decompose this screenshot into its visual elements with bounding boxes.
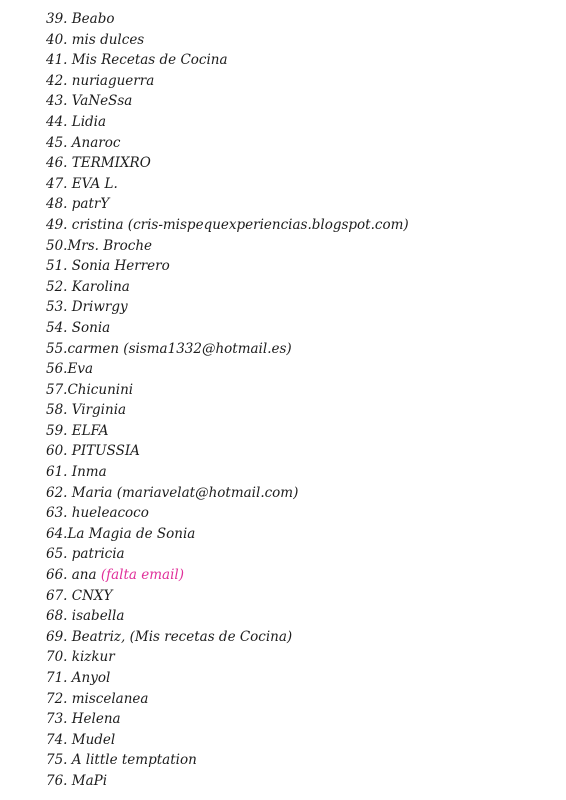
list-item-text: 48. patrY: [46, 196, 110, 213]
list-item-text: 74. Mudel: [46, 731, 116, 748]
list-item-text: 68. isabella: [46, 608, 125, 625]
list-item-text: 61. Inma: [46, 464, 107, 481]
list-item: [46, 709, 409, 730]
list-item: [46, 565, 409, 586]
list-item: [46, 627, 409, 648]
list-item-text: 41. Mis Recetas de Cocina: [46, 52, 228, 69]
list-item-text: 56.Eva: [46, 361, 93, 378]
list-item: [46, 133, 409, 154]
list-item: [46, 91, 409, 112]
list-item-text: 67. CNXY: [46, 587, 113, 604]
list-item-text: 76. MaPi: [46, 772, 108, 789]
list-item: [46, 750, 409, 771]
list-item-text: 40. mis dulces: [46, 31, 145, 48]
list-item-text: 49. cristina (cris-mispequexperiencias.blogspot.com): [46, 216, 409, 233]
list-item: [46, 174, 409, 195]
list-item: [46, 359, 409, 380]
list-item-text: 66. ana: [46, 567, 101, 584]
list-item: [46, 462, 409, 483]
list-item-text: 59. ELFA: [46, 422, 109, 439]
missing-email-note: (falta email): [100, 567, 184, 584]
list-item: [46, 606, 409, 627]
list-item-text: 62. Maria (mariavelat@hotmail.com): [46, 484, 299, 501]
list-item-text: 65. patricia: [46, 546, 125, 563]
list-item: [46, 421, 409, 442]
list-item-text: 44. Lidia: [46, 113, 107, 130]
list-item: [46, 483, 409, 504]
list-item: [46, 668, 409, 689]
list-item: [46, 30, 409, 51]
list-item: [46, 441, 409, 462]
list-item: [46, 194, 409, 215]
participant-list: [46, 9, 409, 792]
list-item-text: 57.Chicunini: [46, 381, 134, 398]
list-item: [46, 647, 409, 668]
list-item: [46, 256, 409, 277]
list-item-text: 51. Sonia Herrero: [46, 258, 170, 275]
list-item: [46, 277, 409, 298]
list-item: [46, 544, 409, 565]
list-item-text: 72. miscelanea: [46, 690, 149, 707]
list-item-text: 53. Driwrgy: [46, 299, 128, 316]
list-item-text: 60. PITUSSIA: [46, 443, 140, 460]
list-item: [46, 112, 409, 133]
list-item: [46, 586, 409, 607]
list-item-text: 47. EVA L.: [46, 175, 118, 192]
list-item: [46, 318, 409, 339]
list-item: [46, 50, 409, 71]
list-item: [46, 380, 409, 401]
list-item: [46, 297, 409, 318]
list-item-text: 50.Mrs. Broche: [46, 237, 153, 254]
list-item-text: 54. Sonia: [46, 319, 111, 336]
list-item: [46, 524, 409, 545]
list-item: [46, 9, 409, 30]
list-item: [46, 71, 409, 92]
list-item: [46, 339, 409, 360]
list-item-text: 73. Helena: [46, 711, 121, 728]
list-item: [46, 730, 409, 751]
list-item-text: 42. nuriaguerra: [46, 72, 155, 89]
list-item: [46, 236, 409, 257]
list-item-text: 58. Virginia: [46, 402, 127, 419]
list-item-text: 46. TERMIXRO: [46, 155, 151, 172]
list-item-text: 75. A little temptation: [46, 752, 197, 769]
list-item-text: 55.carmen (sisma1332@hotmail.es): [46, 340, 292, 357]
list-item-text: 45. Anaroc: [46, 134, 121, 151]
list-item-text: 69. Beatriz, (Mis recetas de Cocina): [46, 628, 293, 645]
list-item: [46, 689, 409, 710]
list-item-text: 43. VaNeSsa: [46, 93, 133, 110]
list-item: [46, 503, 409, 524]
list-item: [46, 400, 409, 421]
list-item-text: 64.La Magia de Sonia: [46, 525, 196, 542]
list-item-text: 63. hueleacoco: [46, 505, 149, 522]
list-item-text: 39. Beabo: [46, 11, 115, 27]
list-item-text: 70. kizkur: [46, 649, 115, 666]
list-item: [46, 153, 409, 174]
list-item-text: 71. Anyol: [46, 670, 111, 686]
list-item: [46, 771, 409, 792]
list-item-text: 52. Karolina: [46, 278, 130, 295]
list-item: [46, 215, 409, 236]
